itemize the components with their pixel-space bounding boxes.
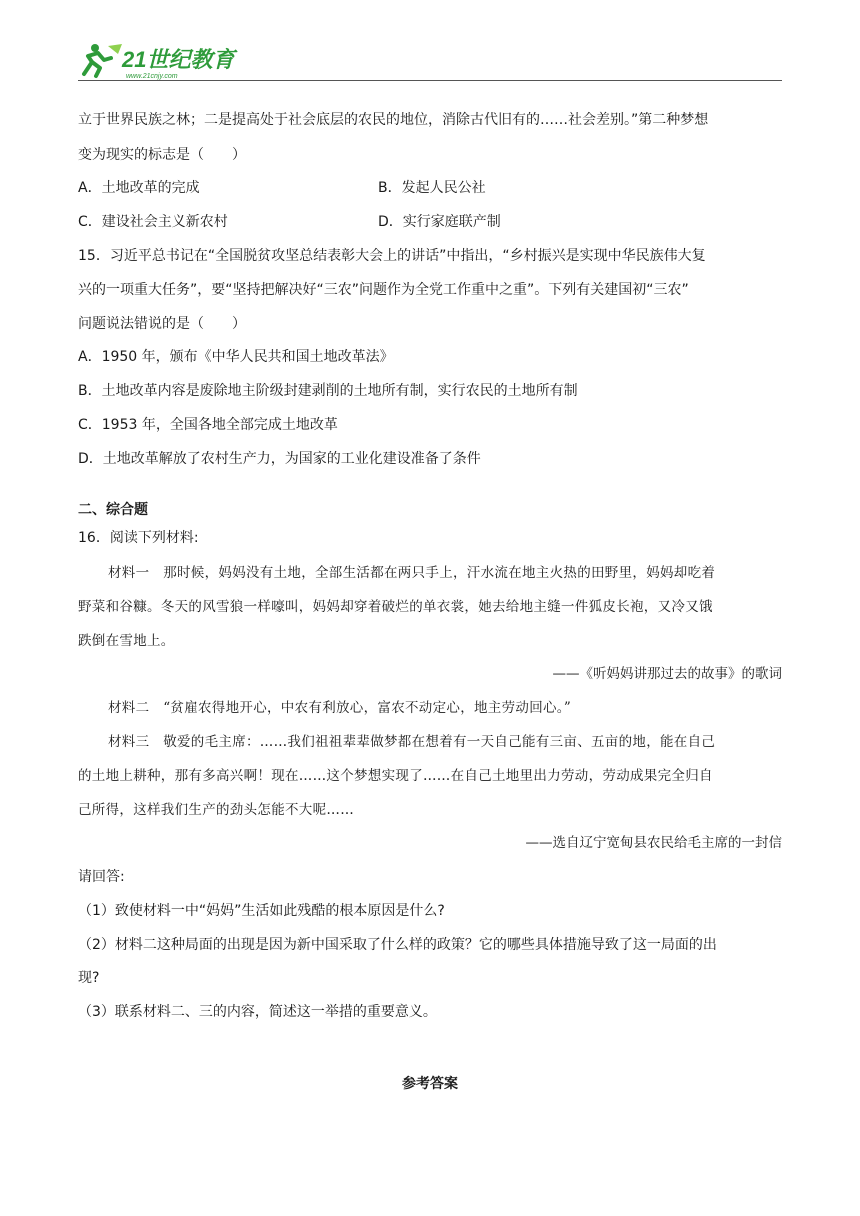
logo-url: www.21cnjy.com	[126, 73, 178, 80]
q14-option-b: B．发起人民公社	[378, 180, 486, 196]
q16-sub-2-line-1: （2）材料二这种局面的出现是因为新中国采取了什么样的政策？它的哪些具体措施导致了这一局面的出	[78, 937, 717, 953]
material-1-line-3: 跌倒在雪地上。	[78, 633, 175, 649]
q16-sub-2-line-2: 现?	[78, 970, 100, 986]
q15-option-c: C．1953 年，全国各地全部完成土地改革	[78, 417, 338, 433]
q14-line-2: 变为现实的标志是（ ）	[78, 147, 246, 163]
logo-text: 21世纪教育	[122, 47, 235, 72]
material-1-line-2: 野菜和谷糠。冬天的风雪狼一样嚎叫，妈妈却穿着破烂的单衣裳，她去给地主缝一件狐皮长袍，又冷又饿	[78, 599, 713, 615]
section-title: 二、综合题	[78, 502, 148, 518]
header-rule	[78, 80, 782, 81]
page-header	[78, 38, 782, 84]
q14-option-c: C．建设社会主义新农村	[78, 214, 228, 230]
material-3-line-2: 的土地上耕种，那有多高兴啊！现在……这个梦想实现了……在自己土地里出力劳动，劳动成果完全归自	[78, 768, 713, 784]
q14-option-d: D．实行家庭联产制	[378, 214, 501, 230]
material-1-line-1: 材料一 那时候，妈妈没有土地，全部生活都在两只手上，汗水流在地主火热的田野里，妈妈却吃着	[108, 565, 716, 581]
answers-title: 参考答案	[402, 1076, 458, 1092]
q14-line-1: 立于世界民族之林；二是提高处于社会底层的农民的地位，消除古代旧有的……社会差别。”第二种梦想	[78, 112, 709, 128]
q14-option-a: A．土地改革的完成	[78, 180, 200, 196]
material-3-source: ——选自辽宁宽甸县农民给毛主席的一封信	[525, 835, 782, 851]
q15-line-3: 问题说法错说的是（ ）	[78, 316, 246, 332]
q16-prompt: 请回答:	[78, 869, 125, 885]
q15-option-a: A．1950 年，颁布《中华人民共和国土地改革法》	[78, 349, 394, 365]
material-3-line-3: 己所得，这样我们生产的劲头怎能不大呢……	[78, 802, 354, 818]
q15-line-2: 兴的一项重大任务”，要“坚持把解决好“三农”问题作为全党工作重中之重”。下列有关建国初“三农”	[78, 282, 689, 298]
site-logo	[78, 40, 248, 80]
material-2-line-1: 材料二 “贫雇农得地开心，中农有利放心，富农不动定心，地主劳动回心。”	[108, 700, 572, 716]
material-1-source: ——《听妈妈讲那过去的故事》的歌词	[552, 666, 782, 682]
q15-option-b: B．土地改革内容是废除地主阶级封建剥削的土地所有制，实行农民的土地所有制	[78, 383, 578, 399]
runner-icon	[84, 44, 122, 76]
q16-sub-1: （1）致使材料一中“妈妈”生活如此残酷的根本原因是什么?	[78, 903, 445, 919]
q16-sub-3: （3）联系材料二、三的内容，简述这一举措的重要意义。	[78, 1004, 437, 1020]
material-3-line-1: 材料三 敬爱的毛主席：……我们祖祖辈辈做梦都在想着有一天自己能有三亩、五亩的地，能在自己	[108, 734, 716, 750]
q15-line-1: 15．习近平总书记在“全国脱贫攻坚总结表彰大会上的讲话”中指出，“乡村振兴是实现中华民族伟大复	[78, 248, 706, 264]
q15-option-d: D．土地改革解放了农村生产力，为国家的工业化建设准备了条件	[78, 451, 481, 467]
q16-intro: 16．阅读下列材料:	[78, 530, 199, 546]
